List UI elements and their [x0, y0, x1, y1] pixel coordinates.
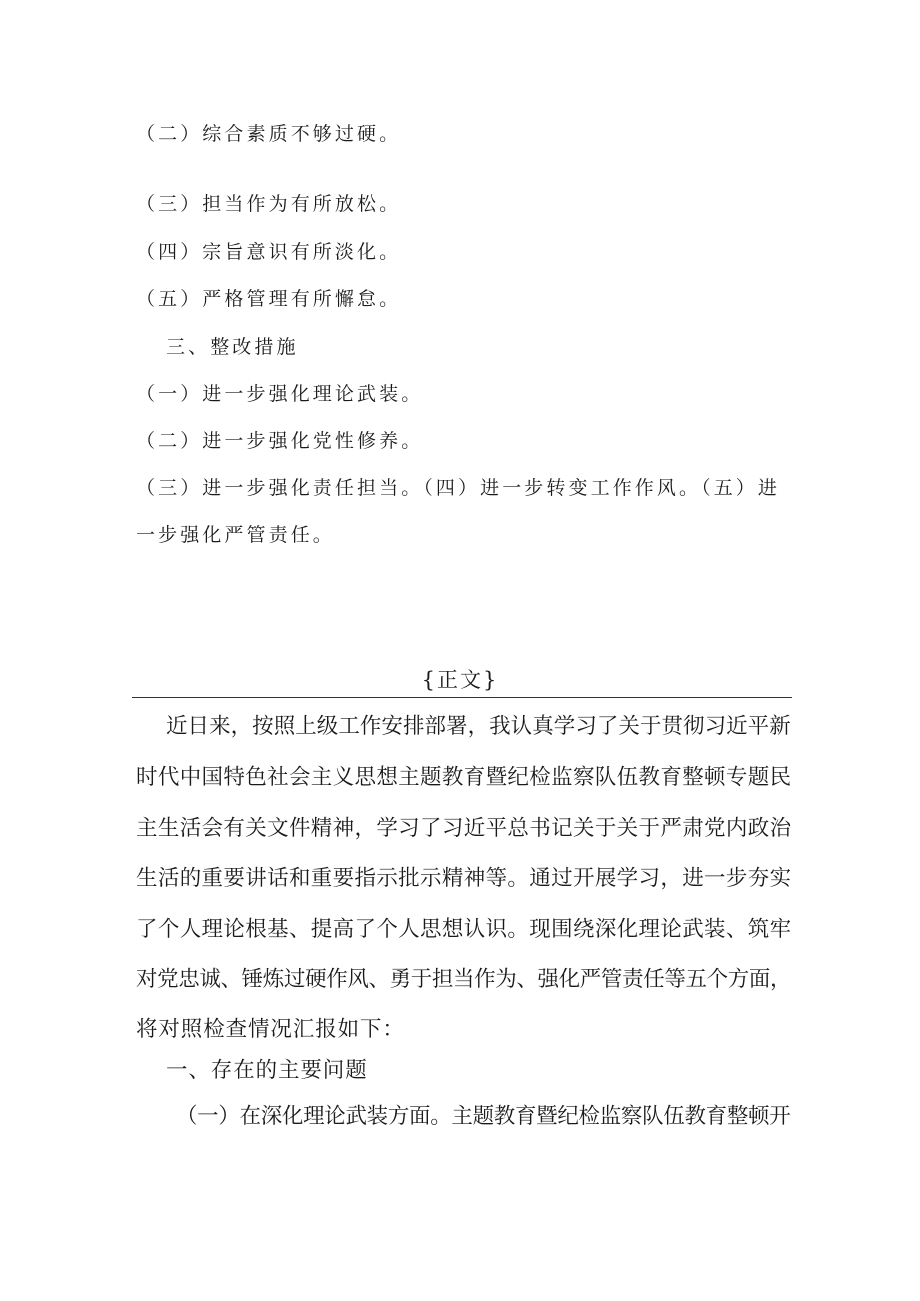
section-1-heading: 一、存在的主要问题	[166, 1058, 368, 1083]
intro-line-7: 将对照检查情况汇报如下：	[136, 1017, 405, 1042]
title-divider	[132, 697, 792, 698]
summary-item-2: （二）综合素质不够过硬。	[136, 123, 402, 145]
measure-2: （二）进一步强化党性修养。	[136, 430, 424, 452]
sub-1-line-1: （一）在深化理论武装方面。主题教育暨纪检监察队伍教育整顿开	[176, 1104, 791, 1129]
summary-item-3: （三）担当作为有所放松。	[136, 193, 402, 215]
intro-line-4: 生活的重要讲话和重要指示批示精神等。通过开展学习，进一步夯实	[136, 866, 792, 891]
intro-line-2: 时代中国特色社会主义思想主题教育暨纪检监察队伍教育整顿专题民	[136, 765, 792, 790]
measure-3-line-2: 一步强化严管责任。	[136, 524, 335, 546]
section-3-heading: 三、整改措施	[166, 336, 299, 358]
main-title: {正文}	[421, 668, 499, 692]
intro-line-1: 近日来，按照上级工作安排部署，我认真学习了关于贯彻习近平新	[166, 714, 791, 739]
summary-item-4: （四）宗旨意识有所淡化。	[136, 241, 402, 263]
intro-line-5: 了个人理论根基、提高了个人思想认识。现围绕深化理论武装、筑牢	[136, 917, 792, 942]
summary-item-5: （五）严格管理有所懈怠。	[136, 288, 402, 310]
intro-line-3: 主生活会有关文件精神，学习了习近平总书记关于关于严肃党内政治	[136, 816, 792, 841]
intro-line-6: 对党忠诚、锤炼过硬作风、勇于担当作为、强化严管责任等五个方面，	[136, 967, 792, 992]
measure-3-line-1: （三）进一步强化责任担当。（四）进一步转变工作作风。（五）进	[136, 477, 781, 499]
measure-1: （一）进一步强化理论武装。	[136, 383, 424, 405]
